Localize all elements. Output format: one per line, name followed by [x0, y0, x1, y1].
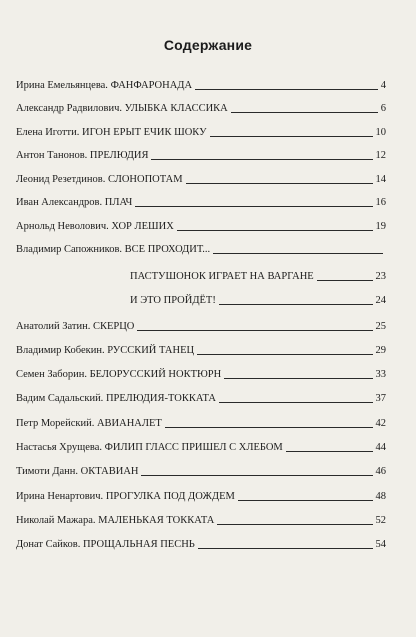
dot-leader — [137, 330, 372, 331]
entry-title: ПРОЩАЛЬНАЯ ПЕСНЬ — [82, 539, 195, 550]
page-title: Содержание — [163, 37, 253, 53]
entry-page-number: 42 — [375, 418, 386, 429]
dot-leader — [198, 548, 373, 549]
entry-author: Елена Иготти. — [16, 127, 80, 138]
entry-title: ФИЛИП ГЛАСС ПРИШЕЛ С ХЛЕБОМ — [104, 442, 283, 453]
entry-author: Вадим Садальский. — [16, 393, 104, 404]
toc-entry — [16, 147, 386, 163]
entry-page-number: 19 — [375, 221, 386, 232]
entry-page-number: 4 — [380, 80, 386, 91]
entry-title: БЕЛОРУССКИЙ НОКТЮРН — [89, 369, 222, 380]
entry-page-number: 10 — [375, 127, 386, 138]
entry-author: Донат Сайков. — [16, 539, 81, 550]
entry-author: Ирина Емельянцева. — [16, 80, 108, 91]
entry-page-number: 44 — [375, 442, 386, 453]
entry-author: Леонид Резетдинов. — [16, 174, 106, 185]
dot-leader — [135, 206, 372, 207]
toc-entry — [16, 124, 386, 140]
toc-entry — [16, 415, 386, 431]
entry-title: ВСЕ ПРОХОДИТ... — [124, 244, 211, 255]
dot-leader — [317, 280, 373, 281]
entry-author: Владимир Кобекин. — [16, 345, 105, 356]
entry-page-number: 24 — [375, 295, 386, 306]
toc-entry — [16, 390, 386, 406]
entry-page-number: 52 — [375, 515, 386, 526]
entry-page-number: 12 — [375, 150, 386, 161]
entry-author: Семен Заборин. — [16, 369, 87, 380]
dot-leader — [238, 500, 373, 501]
dot-leader — [165, 427, 373, 428]
entry-author: Петр Морейский. — [16, 418, 95, 429]
entry-title: СЛОНОПОТАМ — [107, 174, 183, 185]
dot-leader — [286, 451, 373, 452]
dot-leader — [197, 354, 372, 355]
entry-author: Антон Танонов. — [16, 150, 88, 161]
entry-title: АВИАНАЛЕТ — [96, 418, 162, 429]
entry-title: ИГОН ЕРЫТ ЕЧИК ШОКУ — [82, 127, 207, 138]
entry-title: ПЛАЧ — [104, 197, 133, 208]
entry-title: МАЛЕНЬКАЯ ТОККАТА — [98, 515, 215, 526]
entry-page-number: 25 — [375, 321, 386, 332]
entry-author: Ирина Ненартович. — [16, 491, 104, 502]
dot-leader — [210, 136, 373, 137]
entry-author: Александр Радвилович. — [16, 103, 122, 114]
toc-subentry — [130, 268, 386, 284]
toc-entry — [16, 512, 386, 528]
entry-title: СКЕРЦО — [92, 321, 135, 332]
toc-entry — [16, 439, 386, 455]
entry-title: И ЭТО ПРОЙДЁТ! — [130, 295, 216, 306]
dot-leader — [177, 230, 373, 231]
entry-page-number: 48 — [375, 491, 386, 502]
entry-title: ПРЕЛЮДИЯ-ТОККАТА — [105, 393, 217, 404]
toc-entry — [16, 488, 386, 504]
dot-leader — [224, 378, 372, 379]
dot-leader — [141, 475, 372, 476]
entry-author: Владимир Сапожников. — [16, 244, 123, 255]
toc-entry — [16, 241, 386, 257]
entry-title: ПАСТУШОНОК ИГРАЕТ НА ВАРГАНЕ — [130, 271, 314, 282]
entry-author: Анатолий Затин. — [16, 321, 91, 332]
entry-title: ПРЕЛЮДИЯ — [89, 150, 149, 161]
dot-leader — [213, 253, 383, 254]
entry-page-number: 46 — [375, 466, 386, 477]
toc-entry — [16, 194, 386, 210]
toc-entry — [16, 100, 386, 116]
toc-entry — [16, 342, 386, 358]
dot-leader — [151, 159, 372, 160]
entry-page-number: 37 — [375, 393, 386, 404]
dot-leader — [195, 89, 378, 90]
entry-author: Настасья Хрущева. — [16, 442, 102, 453]
entry-page-number: 23 — [375, 271, 386, 282]
entry-page-number: 14 — [375, 174, 386, 185]
entry-title: УЛЫБКА КЛАССИКА — [124, 103, 228, 114]
dot-leader — [186, 183, 373, 184]
entry-page-number: 33 — [375, 369, 386, 380]
dot-leader — [219, 402, 372, 403]
entry-page-number: 54 — [375, 539, 386, 550]
dot-leader — [217, 524, 372, 525]
dot-leader — [219, 304, 373, 305]
toc-entry — [16, 171, 386, 187]
toc-entry — [16, 318, 386, 334]
toc-entry — [16, 366, 386, 382]
entry-title: ПРОГУЛКА ПОД ДОЖДЕМ — [105, 491, 235, 502]
entry-author: Тимоти Данн. — [16, 466, 79, 477]
entry-title: РУССКИЙ ТАНЕЦ — [107, 345, 195, 356]
toc-entry — [16, 218, 386, 234]
entry-author: Иван Александров. — [16, 197, 103, 208]
entry-page-number: 16 — [375, 197, 386, 208]
toc-entry — [16, 536, 386, 552]
entry-title: ФАНФАРОНАДА — [110, 80, 193, 91]
entry-title: ОКТАВИАН — [80, 466, 139, 477]
entry-author: Николай Мажара. — [16, 515, 96, 526]
entry-author: Арнольд Неволович. — [16, 221, 109, 232]
entry-title: ХОР ЛЕШИХ — [111, 221, 174, 232]
entry-page-number: 6 — [380, 103, 386, 114]
dot-leader — [231, 112, 378, 113]
entry-page-number: 29 — [375, 345, 386, 356]
toc-entry — [16, 77, 386, 93]
toc-subentry — [130, 292, 386, 308]
toc-entry — [16, 463, 386, 479]
